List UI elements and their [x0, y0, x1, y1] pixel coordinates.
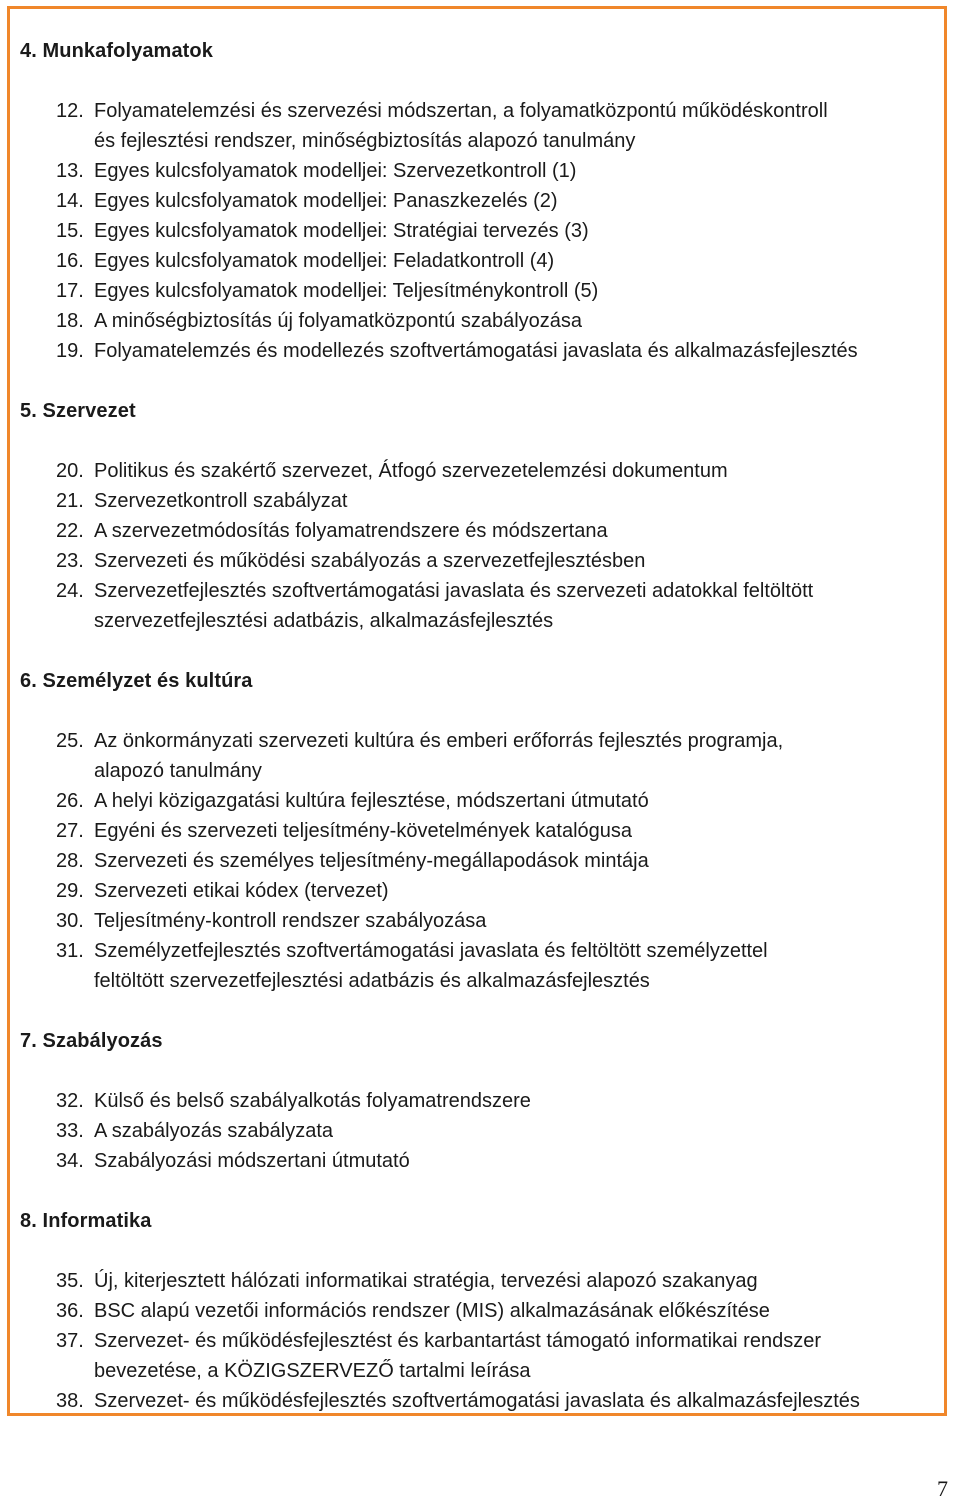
item-number: 22. — [56, 520, 84, 542]
item-text-line: Az önkormányzati szervezeti kultúra és emberi erőforrás fejlesztés programja, — [94, 730, 784, 752]
list-item — [20, 336, 945, 366]
item-number: 38. — [56, 1390, 84, 1412]
list-item — [20, 576, 945, 636]
item-text-line: Szervezeti és működési szabályozás a szervezetfejlesztésben — [94, 550, 646, 572]
item-number: 20. — [56, 460, 84, 482]
list-item — [20, 516, 945, 546]
item-number: 15. — [56, 220, 84, 242]
item-number: 21. — [56, 490, 84, 512]
list-item — [20, 1146, 945, 1176]
item-text-line: Egyes kulcsfolyamatok modelljei: Teljesítménykontroll (5) — [94, 280, 599, 302]
document-list — [20, 96, 945, 366]
item-text-line: Egyes kulcsfolyamatok modelljei: Stratégiai tervezés (3) — [94, 220, 589, 242]
list-item — [20, 1086, 945, 1116]
list-item — [20, 156, 945, 186]
list-item — [20, 876, 945, 906]
item-text-line: Szervezetkontroll szabályzat — [94, 490, 348, 512]
section-title: 8. Informatika — [20, 1210, 152, 1232]
document-list — [20, 456, 945, 636]
document-list — [20, 1086, 945, 1176]
item-number: 16. — [56, 250, 84, 272]
item-number: 13. — [56, 160, 84, 182]
item-number: 35. — [56, 1270, 84, 1292]
list-item — [20, 276, 945, 306]
item-number: 31. — [56, 940, 84, 962]
section-title: 6. Személyzet és kultúra — [20, 670, 253, 692]
section-title: 7. Szabályozás — [20, 1030, 163, 1052]
item-number: 18. — [56, 310, 84, 332]
item-text-line: Egyes kulcsfolyamatok modelljei: Feladatkontroll (4) — [94, 250, 555, 272]
item-number: 25. — [56, 730, 84, 752]
list-item — [20, 786, 945, 816]
item-text-line: Teljesítmény-kontroll rendszer szabályozása — [94, 910, 487, 932]
item-text-line: Egyes kulcsfolyamatok modelljei: Szervezetkontroll (1) — [94, 160, 577, 182]
item-number: 33. — [56, 1120, 84, 1142]
item-number: 27. — [56, 820, 84, 842]
item-number: 19. — [56, 340, 84, 362]
list-item — [20, 1296, 945, 1326]
section — [20, 36, 945, 366]
section — [20, 1206, 945, 1416]
item-text-line: Külső és belső szabályalkotás folyamatrendszere — [94, 1090, 531, 1112]
list-item — [20, 906, 945, 936]
item-number: 26. — [56, 790, 84, 812]
list-item — [20, 246, 945, 276]
list-item — [20, 216, 945, 246]
item-number: 12. — [56, 100, 84, 122]
item-text-line: Szervezetfejlesztés szoftvertámogatási javaslata és szervezeti adatokkal feltöltött — [94, 580, 814, 602]
item-text-line: és fejlesztési rendszer, minőségbiztosítás alapozó tanulmány — [94, 130, 636, 152]
page-number: 7 — [937, 1476, 948, 1501]
item-text-line: Folyamatelemzés és modellezés szoftvertámogatási javaslata és alkalmazásfejlesztés — [94, 340, 858, 362]
document-list — [20, 726, 945, 996]
document-list — [20, 1266, 945, 1416]
item-number: 36. — [56, 1300, 84, 1322]
item-number: 34. — [56, 1150, 84, 1172]
item-number: 14. — [56, 190, 84, 212]
document-body — [20, 36, 945, 1416]
item-number: 29. — [56, 880, 84, 902]
list-item — [20, 486, 945, 516]
item-text-line: feltöltött szervezetfejlesztési adatbázis és alkalmazásfejlesztés — [94, 970, 650, 992]
item-number: 23. — [56, 550, 84, 572]
section — [20, 666, 945, 996]
section — [20, 396, 945, 636]
item-text-line: Egyéni és szervezeti teljesítmény-követelmények katalógusa — [94, 820, 633, 842]
list-item — [20, 846, 945, 876]
item-text-line: A szervezetmódosítás folyamatrendszere és módszertana — [94, 520, 608, 542]
item-text-line: Személyzetfejlesztés szoftvertámogatási javaslata és feltöltött személyzettel — [94, 940, 768, 962]
section-title: 5. Szervezet — [20, 400, 136, 422]
item-text-line: bevezetése, a KÖZIGSZERVEZŐ tartalmi leírása — [94, 1360, 531, 1382]
item-text-line: Szervezet- és működésfejlesztést és karbantartást támogató informatikai rendszer — [94, 1330, 821, 1352]
item-number: 24. — [56, 580, 84, 602]
section — [20, 1026, 945, 1176]
item-number: 17. — [56, 280, 84, 302]
list-item — [20, 726, 945, 786]
item-text-line: A helyi közigazgatási kultúra fejlesztése, módszertani útmutató — [94, 790, 649, 812]
list-item — [20, 936, 945, 996]
list-item — [20, 1386, 945, 1416]
list-item — [20, 1116, 945, 1146]
item-text-line: Szabályozási módszertani útmutató — [94, 1150, 410, 1172]
list-item — [20, 186, 945, 216]
item-number: 28. — [56, 850, 84, 872]
item-text-line: Szervezeti és személyes teljesítmény-megállapodások mintája — [94, 850, 649, 872]
item-text-line: Szervezet- és működésfejlesztés szoftvertámogatási javaslata és alkalmazásfejlesztés — [94, 1390, 860, 1412]
section-title: 4. Munkafolyamatok — [20, 40, 213, 62]
list-item — [20, 96, 945, 156]
item-text-line: Szervezeti etikai kódex (tervezet) — [94, 880, 389, 902]
item-number: 37. — [56, 1330, 84, 1352]
item-text-line: BSC alapú vezetői információs rendszer (MIS) alkalmazásának előkészítése — [94, 1300, 770, 1322]
list-item — [20, 306, 945, 336]
list-item — [20, 1266, 945, 1296]
item-text-line: Új, kiterjesztett hálózati informatikai stratégia, tervezési alapozó szakanyag — [94, 1270, 758, 1292]
item-text-line: A szabályozás szabályzata — [94, 1120, 334, 1142]
list-item — [20, 816, 945, 846]
item-number: 32. — [56, 1090, 84, 1112]
item-text-line: alapozó tanulmány — [94, 760, 262, 782]
list-item — [20, 546, 945, 576]
item-text-line: Politikus és szakértő szervezet, Átfogó szervezetelemzési dokumentum — [94, 460, 728, 482]
item-text-line: A minőségbiztosítás új folyamatközpontú szabályozása — [94, 310, 583, 332]
item-number: 30. — [56, 910, 84, 932]
item-text-line: szervezetfejlesztési adatbázis, alkalmazásfejlesztés — [94, 610, 554, 632]
list-item — [20, 1326, 945, 1386]
item-text-line: Folyamatelemzési és szervezési módszertan, a folyamatközpontú működéskontroll — [94, 100, 828, 122]
item-text-line: Egyes kulcsfolyamatok modelljei: Panaszkezelés (2) — [94, 190, 558, 212]
list-item — [20, 456, 945, 486]
